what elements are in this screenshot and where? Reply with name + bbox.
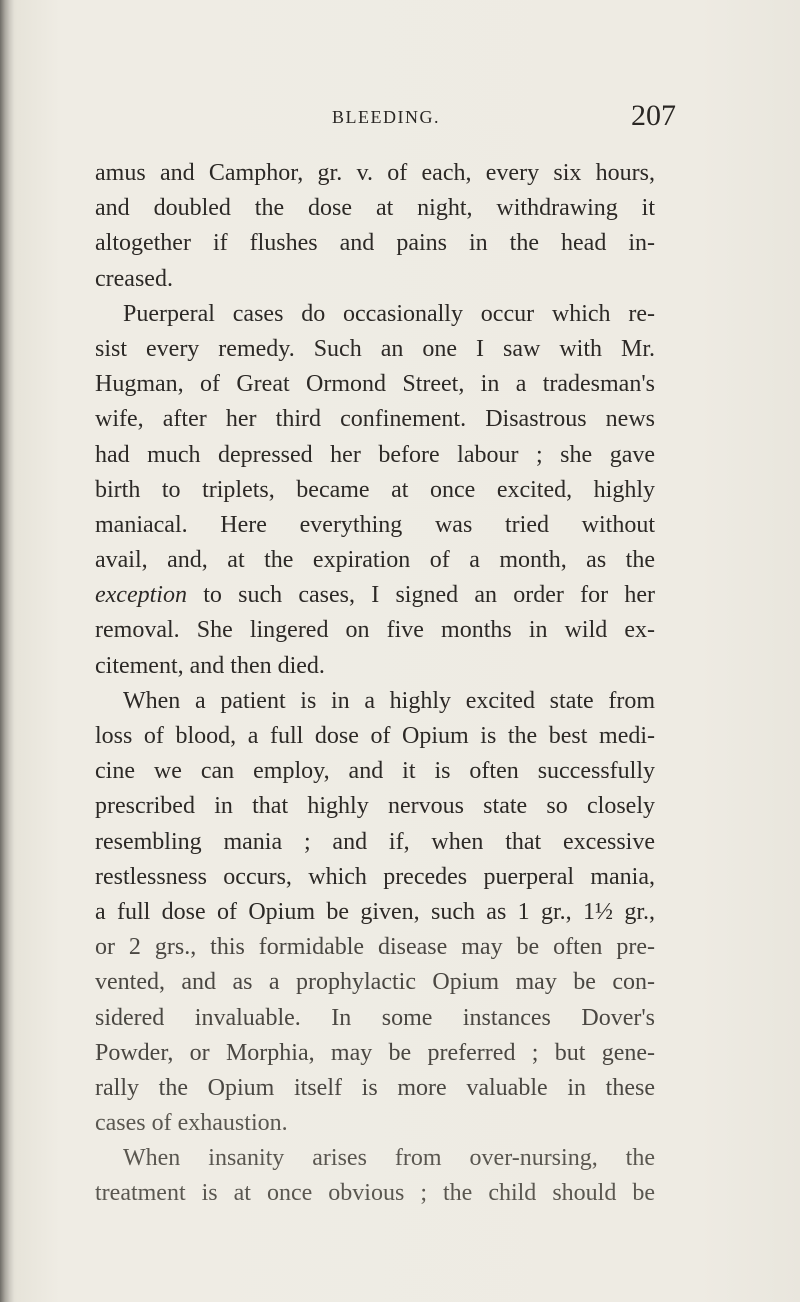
text-line: vented, and as a prophylactic Opium may be con- [95, 969, 655, 996]
text-line: Powder, or Morphia, may be preferred ; but gene- [95, 1039, 655, 1066]
page-header [0, 99, 800, 143]
text-line: prescribed in that highly nervous state so closely [95, 793, 655, 820]
text-line: citement, and then died. [95, 652, 325, 679]
text-line: Hugman, of Great Ormond Street, in a tradesman's [95, 371, 655, 398]
text-line: sist every remedy. Such an one I saw with Mr. [95, 335, 655, 362]
text-line: avail, and, at the expiration of a month, as the [95, 547, 655, 574]
text-line: cine we can employ, and it is often successfully [95, 758, 655, 785]
text-line: maniacal. Here everything was tried without [95, 511, 655, 538]
text-line: restlessness occurs, which precedes puerperal mania, [95, 863, 655, 890]
text-line: loss of blood, a full dose of Opium is the best medi- [95, 723, 655, 749]
text-line: altogether if flushes and pains in the head in- [95, 230, 655, 257]
text-line: or 2 grs., this formidable disease may be often pre- [95, 934, 655, 961]
text-line: treatment is at once obvious ; the child should be [95, 1180, 655, 1207]
text-line-rest: to such cases, I signed an order for her [203, 582, 656, 609]
body-text [95, 156, 655, 1212]
text-line: rally the Opium itself is more valuable in these [95, 1074, 655, 1101]
text-line: removal. She lingered on five months in wild ex- [95, 617, 655, 644]
page-number: 207 [631, 99, 676, 132]
emphasis-exception: exception [95, 582, 187, 609]
running-head: BLEEDING. [332, 107, 440, 127]
text-line: sidered invaluable. In some instances Dover's [95, 1004, 655, 1031]
text-line: amus and Camphor, gr. v. of each, every six hours, [95, 160, 655, 186]
paragraph-start-line: When insanity arises from over-nursing, the [123, 1145, 655, 1172]
page-spine-shadow [0, 0, 14, 1302]
text-line: wife, after her third confinement. Disastrous news [95, 406, 655, 433]
text-line-with-emphasis [95, 578, 655, 613]
text-line: birth to triplets, became at once excited, highly [95, 476, 655, 503]
text-line: creased. [95, 265, 173, 292]
text-line: and doubled the dose at night, withdrawing it [95, 195, 655, 222]
paragraph-start-line: When a patient is in a highly excited state from [123, 687, 655, 714]
text-line: resembling mania ; and if, when that excessive [95, 828, 655, 855]
text-line: had much depressed her before labour ; she gave [95, 441, 655, 468]
text-line: a full dose of Opium be given, such as 1 gr., 1½ gr., [95, 898, 655, 925]
text-line: cases of exhaustion. [95, 1110, 288, 1137]
paragraph-start-line: Puerperal cases do occasionally occur which re- [123, 300, 655, 327]
